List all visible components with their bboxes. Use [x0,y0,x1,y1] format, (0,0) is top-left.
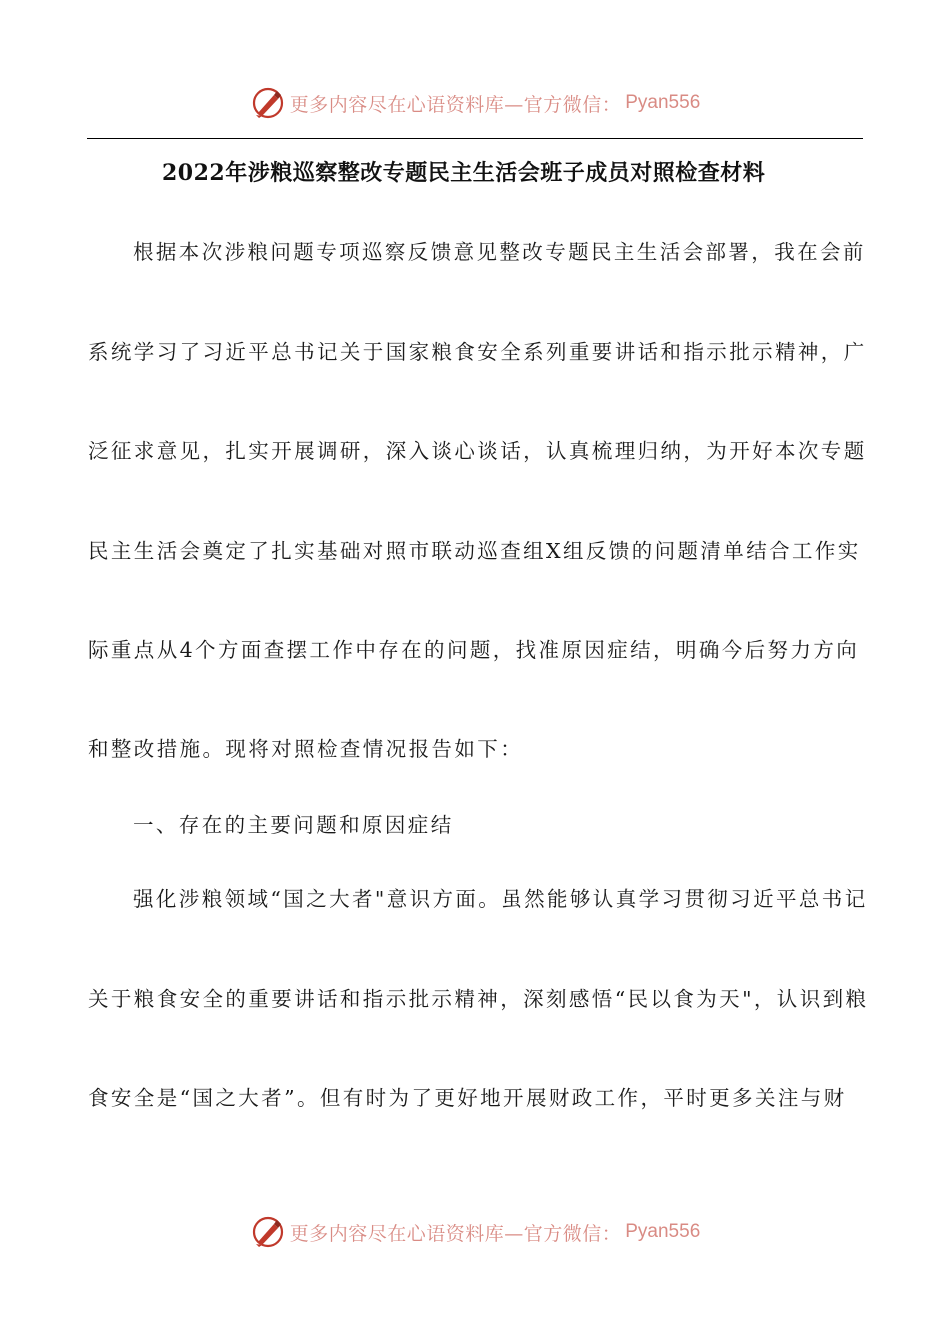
paragraph-line: 食安全是“国之大者”。但有时为了更好地开展财政工作，平时更多关注与财 [88,1086,847,1110]
watermark-text: 更多内容尽在心语资料库—官方微信： [289,1222,622,1245]
footer-watermark [0,1212,950,1252]
watermark-wechat-id: Pyan556 [625,1221,701,1242]
paragraph-line: 系统学习了习近平总书记关于国家粮食安全系列重要讲话和指示批示精神，广 [88,340,867,364]
paragraph-line: 关于粮食安全的重要讲话和指示批示精神，深刻感悟“民以食为天"，认识到粮 [88,987,869,1011]
header-watermark [0,83,950,123]
paragraph-line: 民主生活会奠定了扎实基础对照市联动巡查组X组反馈的问题清单结合工作实 [88,539,861,563]
paragraph-line: 和整改措施。现将对照检查情况报告如下： [88,737,524,761]
paragraph-line: 际重点从4个方面查摆工作中存在的问题，找准原因症结，明确今后努力方向 [88,638,860,662]
document-title: 2022年涉粮巡察整改专题民主生活会班子成员对照检查材料 [162,160,766,186]
paragraph-line: 强化涉粮领域“国之大者"意识方面。虽然能够认真学习贯彻习近平总书记 [133,887,868,911]
watermark-text: 更多内容尽在心语资料库—官方微信： [289,93,622,116]
pen-logo-icon [250,85,286,121]
paragraph-line: 根据本次涉粮问题专项巡察反馈意见整改专题民主生活会部署，我在会前 [133,240,866,264]
pen-logo-icon [250,1214,286,1250]
section-heading: 一、存在的主要问题和原因症结 [133,813,454,837]
paragraph-line: 泛征求意见，扎实开展调研，深入谈心谈话，认真梳理归纳，为开好本次专题 [88,439,867,463]
header-divider [87,138,863,139]
watermark-wechat-id: Pyan556 [625,92,701,113]
